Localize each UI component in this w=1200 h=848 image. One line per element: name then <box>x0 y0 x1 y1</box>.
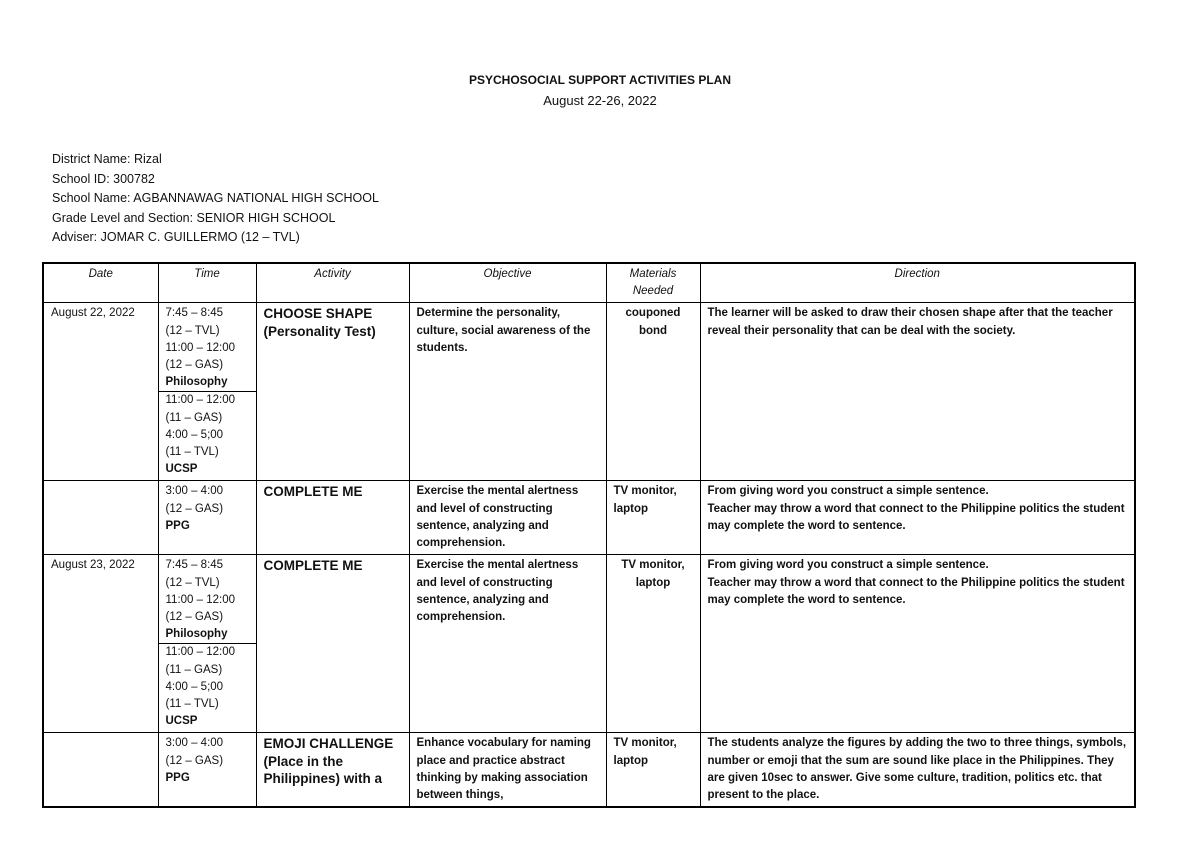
subject-label: PPG <box>165 519 190 532</box>
time-cell: 7:45 – 8:45 (12 – TVL) 11:00 – 12:00 (12 – GAS) Philosophy 11:00 – 12:00 (11 – GAS) 4:00 – 5;00 (11 – TVL) UCSP <box>158 303 256 481</box>
activity-cell: COMPLETE ME <box>256 481 409 555</box>
school-info <box>52 150 379 248</box>
time-cell: 3:00 – 4:00 (12 – GAS) PPG <box>158 733 256 807</box>
table-row <box>43 555 1135 733</box>
subject-label: UCSP <box>165 463 198 476</box>
objective-cell: Determine the personality, culture, social awareness of the students. <box>409 303 606 481</box>
table-header-row <box>43 263 1135 303</box>
header-date: Date <box>43 263 158 303</box>
header-time: Time <box>158 263 256 303</box>
objective-cell: Enhance vocabulary for naming place and practice abstract thinking by making association between things, <box>409 733 606 807</box>
subject-label: Philosophy <box>165 376 228 389</box>
date-cell <box>43 733 158 807</box>
materials-cell: TV monitor, laptop <box>606 481 700 555</box>
school-name-line: School Name: AGBANNAWAG NATIONAL HIGH SCHOOL <box>52 191 379 205</box>
activity-cell: CHOOSE SHAPE (Personality Test) <box>256 303 409 481</box>
header-direction: Direction <box>700 263 1135 303</box>
table-row <box>43 303 1135 481</box>
date-cell <box>43 481 158 555</box>
activity-cell: COMPLETE ME <box>256 555 409 733</box>
activity-cell: EMOJI CHALLENGE (Place in the Philippines) with a <box>256 733 409 807</box>
direction-cell: From giving word you construct a simple sentence. Teacher may throw a word that connect to the Philippine politics the student may complete the word to sentence. <box>700 481 1135 555</box>
header-activity: Activity <box>256 263 409 303</box>
time-cell: 7:45 – 8:45 (12 – TVL) 11:00 – 12:00 (12 – GAS) Philosophy 11:00 – 12:00 (11 – GAS) 4:00 – 5;00 (11 – TVL) UCSP <box>158 555 256 733</box>
materials-cell: TV monitor, laptop <box>606 733 700 807</box>
grade-level-line: Grade Level and Section: SENIOR HIGH SCHOOL <box>52 210 336 225</box>
time-cell: 3:00 – 4:00 (12 – GAS) PPG <box>158 481 256 555</box>
date-cell: August 23, 2022 <box>43 555 158 733</box>
materials-cell: TV monitor, laptop <box>606 555 700 733</box>
objective-cell: Exercise the mental alertness and level of constructing sentence, analyzing and comprehension. <box>409 555 606 733</box>
direction-cell: The learner will be asked to draw their chosen shape after that the teacher reveal their personality that can be deal with the society. <box>700 303 1135 481</box>
adviser-line: Adviser: JOMAR C. GUILLERMO (12 – TVL) <box>52 230 300 244</box>
direction-cell: The students analyze the figures by adding the two to three things, symbols, number or emoji that the sum are sound like place in the Philippines. They are given 10sec to answer. Give some culture, tradition, politics etc. that present to the place. <box>700 733 1135 807</box>
subject-label: PPG <box>165 771 190 784</box>
page-title: PSYCHOSOCIAL SUPPORT ACTIVITIES PLAN <box>468 73 732 87</box>
activities-table <box>42 262 1136 808</box>
date-cell: August 22, 2022 <box>43 303 158 481</box>
subject-label: UCSP <box>165 715 198 728</box>
district-line: District Name: Rizal <box>52 152 162 166</box>
school-id-line: School ID: 300782 <box>52 171 155 186</box>
header-materials: Materials Needed <box>606 263 700 303</box>
materials-cell: couponed bond <box>606 303 700 481</box>
direction-cell: From giving word you construct a simple sentence. Teacher may throw a word that connect to the Philippine politics the student may complete the word to sentence. <box>700 555 1135 733</box>
table-row <box>43 733 1135 807</box>
page-dates: August 22-26, 2022 <box>543 93 657 108</box>
subject-label: Philosophy <box>165 628 228 641</box>
table-row <box>43 481 1135 555</box>
objective-cell: Exercise the mental alertness and level of constructing sentence, analyzing and comprehension. <box>409 481 606 555</box>
header-objective: Objective <box>409 263 606 303</box>
